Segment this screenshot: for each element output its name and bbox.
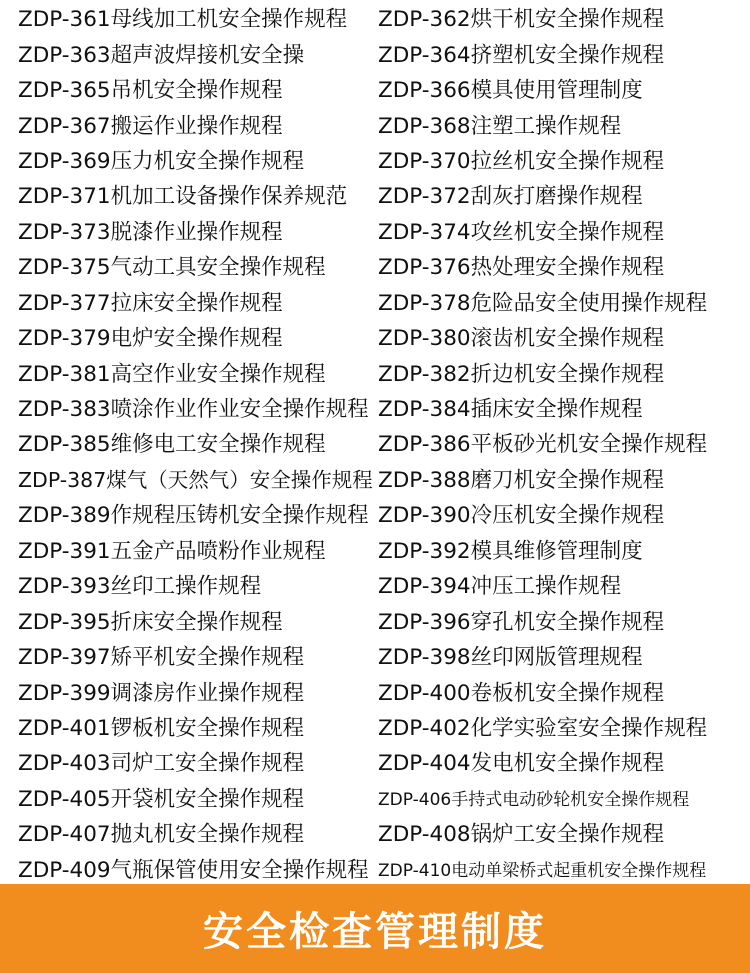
list-item: ZDP-402化学实验室安全操作规程 <box>378 715 708 741</box>
list-item: ZDP-383喷涂作业作业安全操作规程 <box>18 397 369 423</box>
list-item: ZDP-409气瓶保管使用安全操作规程 <box>18 857 369 883</box>
list-item: ZDP-407抛丸机安全操作规程 <box>18 822 305 848</box>
list-item: ZDP-394冲压工操作规程 <box>378 574 622 600</box>
list-item: ZDP-370拉丝机安全操作规程 <box>378 148 665 174</box>
list-item: ZDP-389作规程压铸机安全操作规程 <box>18 503 369 529</box>
list-item: ZDP-393丝印工操作规程 <box>18 574 262 600</box>
list-row <box>0 248 750 283</box>
list-item: ZDP-378危险品安全使用操作规程 <box>378 290 708 316</box>
list-row <box>0 567 750 602</box>
list-row <box>0 815 750 850</box>
list-item: ZDP-376热处理安全操作规程 <box>378 255 665 281</box>
list-item: ZDP-374攻丝机安全操作规程 <box>378 219 665 245</box>
list-item: ZDP-384插床安全操作规程 <box>378 397 643 423</box>
list-item: ZDP-398丝印网版管理规程 <box>378 645 643 671</box>
list-row <box>0 0 750 35</box>
list-row <box>0 532 750 567</box>
list-item: ZDP-408锅炉工安全操作规程 <box>378 822 665 848</box>
list-row <box>0 461 750 496</box>
list-row <box>0 177 750 212</box>
list-item: ZDP-366模具使用管理制度 <box>378 78 643 104</box>
list-item: ZDP-363超声波焊接机安全操 <box>18 42 305 68</box>
list-item: ZDP-361母线加工机安全操作规程 <box>18 7 348 33</box>
list-item: ZDP-403司炉工安全操作规程 <box>18 751 305 777</box>
list-item: ZDP-380滚齿机安全操作规程 <box>378 326 665 352</box>
list-item: ZDP-410电动单梁桥式起重机安全操作规程 <box>378 860 707 881</box>
list-row <box>0 709 750 744</box>
list-item: ZDP-400卷板机安全操作规程 <box>378 680 665 706</box>
list-item: ZDP-396穿孔机安全操作规程 <box>378 609 665 635</box>
list-item: ZDP-382折边机安全操作规程 <box>378 361 665 387</box>
list-row <box>0 638 750 673</box>
list-row <box>0 71 750 106</box>
list-row <box>0 106 750 141</box>
list-item: ZDP-362烘干机安全操作规程 <box>378 7 665 33</box>
list-row <box>0 284 750 319</box>
list-row <box>0 851 750 886</box>
list-item: ZDP-388磨刀机安全操作规程 <box>378 467 665 493</box>
list-row <box>0 354 750 389</box>
list-item: ZDP-405开袋机安全操作规程 <box>18 786 305 812</box>
list-row <box>0 496 750 531</box>
list-item: ZDP-377拉床安全操作规程 <box>18 290 283 316</box>
list-item: ZDP-387煤气（天然气）安全操作规程 <box>18 468 373 493</box>
list-item: ZDP-397矫平机安全操作规程 <box>18 645 305 671</box>
list-item: ZDP-404发电机安全操作规程 <box>378 751 665 777</box>
list-row <box>0 319 750 354</box>
list-item: ZDP-373脱漆作业操作规程 <box>18 219 283 245</box>
list-item: ZDP-391五金产品喷粉作业规程 <box>18 538 326 564</box>
list-item: ZDP-379电炉安全操作规程 <box>18 326 283 352</box>
list-row <box>0 35 750 70</box>
list-item: ZDP-365吊机安全操作规程 <box>18 78 283 104</box>
list-item: ZDP-369压力机安全操作规程 <box>18 148 305 174</box>
list-item: ZDP-392模具维修管理制度 <box>378 538 643 564</box>
list-row <box>0 425 750 460</box>
list-item: ZDP-386平板砂光机安全操作规程 <box>378 432 708 458</box>
list-item: ZDP-385维修电工安全操作规程 <box>18 432 326 458</box>
list-row <box>0 142 750 177</box>
list-item: ZDP-390冷压机安全操作规程 <box>378 503 665 529</box>
list-item: ZDP-406手持式电动砂轮机安全操作规程 <box>378 789 690 810</box>
list-row <box>0 744 750 779</box>
list-row <box>0 213 750 248</box>
list-item: ZDP-375气动工具安全操作规程 <box>18 255 326 281</box>
list-item: ZDP-364挤塑机安全操作规程 <box>378 42 665 68</box>
list-row <box>0 390 750 425</box>
list-item: ZDP-381高空作业安全操作规程 <box>18 361 326 387</box>
list-item: ZDP-401锣板机安全操作规程 <box>18 715 305 741</box>
list-item: ZDP-368注塑工操作规程 <box>378 113 622 139</box>
section-title: 安全检查管理制度 <box>203 909 547 955</box>
list-row <box>0 673 750 708</box>
list-row <box>0 602 750 637</box>
list-item: ZDP-371机加工设备操作保养规范 <box>18 184 348 210</box>
list-item: ZDP-399调漆房作业操作规程 <box>18 680 305 706</box>
list-item: ZDP-395折床安全操作规程 <box>18 609 283 635</box>
list-item: ZDP-367搬运作业操作规程 <box>18 113 283 139</box>
list-row <box>0 780 750 815</box>
list-item: ZDP-372刮灰打磨操作规程 <box>378 184 643 210</box>
